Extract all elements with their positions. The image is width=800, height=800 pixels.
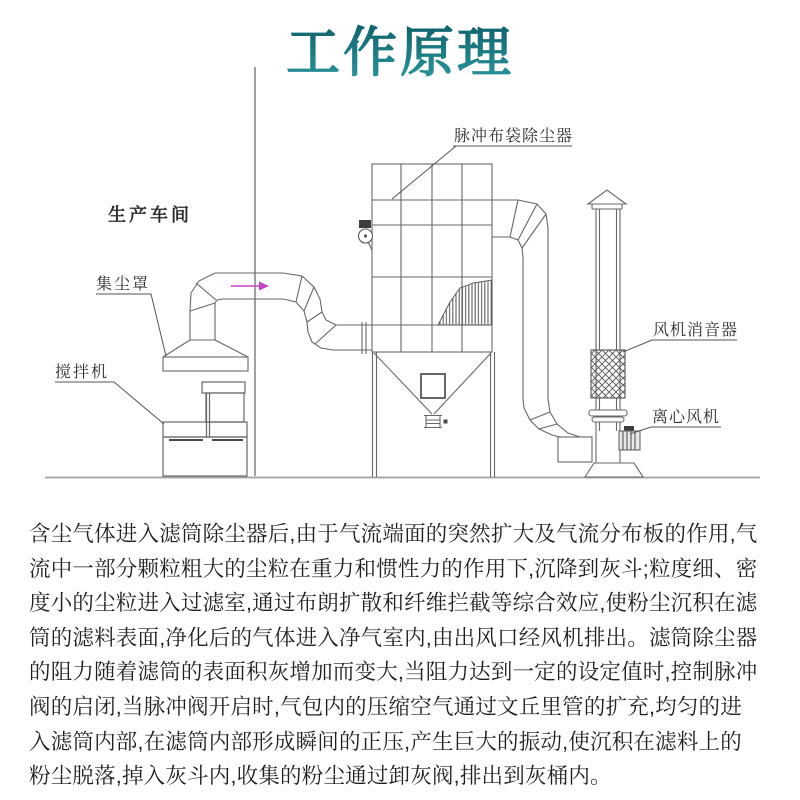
description-line: 筒的滤料表面,净化后的气体进入净气室内,由出风口经风机排出。滤筒除尘器 bbox=[29, 625, 758, 650]
label-workshop: 生产车间 bbox=[108, 205, 192, 225]
leader-lines bbox=[55, 146, 737, 434]
bag-dust-collector bbox=[372, 164, 495, 477]
fan-motor bbox=[619, 431, 640, 450]
dust-hopper bbox=[374, 353, 491, 428]
rain-cap-icon bbox=[588, 190, 626, 204]
fan-inlet-box bbox=[558, 437, 592, 462]
page-title: 工作原理 bbox=[0, 10, 800, 87]
filter-bags-hatch bbox=[438, 280, 492, 325]
description-line: 含尘气体进入滤筒除尘器后,由于气流端面的突然扩大及气流分布板的作用,气 bbox=[29, 522, 758, 546]
description-line: 的阻力随着滤筒的表面积灰增加而变大,当阻力达到一定的设定值时,控制脉冲 bbox=[29, 660, 758, 685]
description-line: 粉尘脱落,掉入灰斗内,收集的粉尘通过卸灰阀,排出到灰桶内。 bbox=[29, 764, 612, 789]
description-line: 流中一部分颗粒粗大的尘粒在重力和惯性力的作用下,沉降到灰斗;粒度细、密 bbox=[29, 556, 758, 581]
outlet-duct bbox=[492, 200, 580, 437]
description-paragraph bbox=[29, 517, 775, 794]
hopper-access-door bbox=[421, 374, 445, 398]
flow-arrow-icon bbox=[231, 282, 269, 291]
label-hood: 集尘罩 bbox=[96, 276, 151, 293]
mixer-machine bbox=[163, 382, 247, 476]
fan-muffler bbox=[589, 350, 627, 422]
description-line: 阀的启闭,当脉冲阀开启时,气包内的压缩空气通过文丘里管的扩充,均匀的进 bbox=[29, 694, 742, 719]
pulse-valve bbox=[359, 220, 373, 250]
description-line: 度小的尘粒进入过滤室,通过布朗扩散和纤维拦截等综合效应,使粉尘沉积在滤 bbox=[29, 591, 758, 616]
discharge-valve-handle bbox=[444, 420, 448, 424]
fan-base bbox=[585, 463, 643, 477]
label-collector: 脉冲布袋除尘器 bbox=[454, 128, 574, 145]
label-fan: 离心风机 bbox=[652, 409, 721, 426]
description-line: 入滤筒内部,在滤筒内部形成瞬间的正压,产生巨大的振动,使沉积在滤料上的 bbox=[29, 729, 742, 754]
label-mixer: 搅拌机 bbox=[55, 364, 110, 381]
label-muffler: 风机消音器 bbox=[653, 322, 739, 339]
dust-hood-duct bbox=[163, 273, 372, 371]
